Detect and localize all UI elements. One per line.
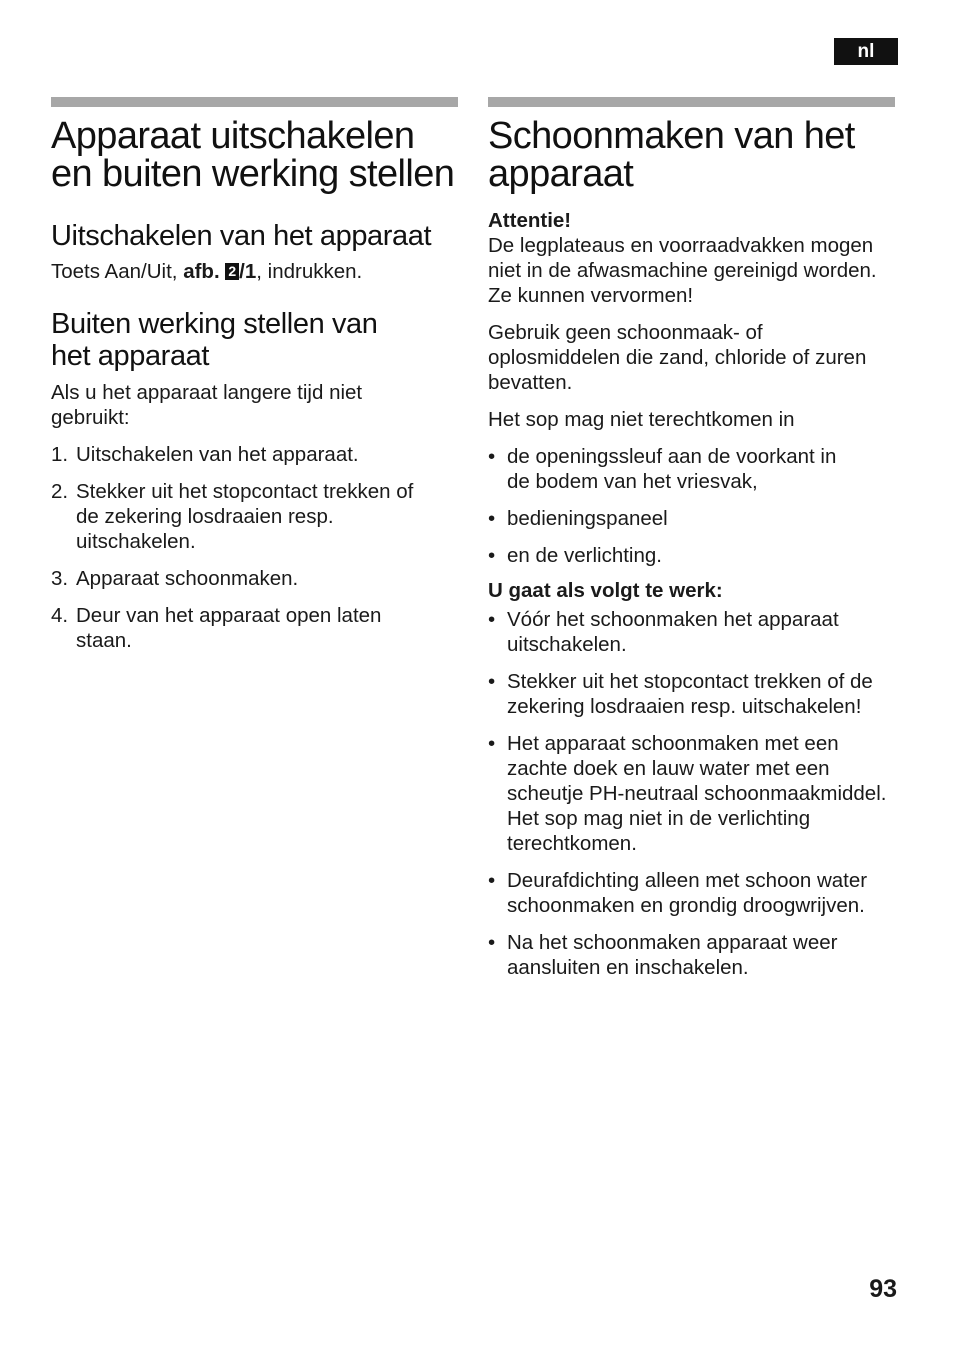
bullet: •	[488, 670, 496, 693]
section-rule	[488, 97, 895, 107]
list-item	[51, 479, 426, 554]
cleaning-agents-note: Gebruik geen schoonmaak- of oplosmiddelen die zand, chloride of zuren bevatten.	[488, 321, 867, 394]
step-number: 2.	[51, 480, 69, 503]
step-text: Deur van het apparaat open laten staan.	[76, 604, 382, 652]
step-text: Apparaat schoonmaken.	[76, 567, 299, 590]
list-item	[488, 607, 898, 657]
instruction-prefix: Toets Aan/Uit,	[51, 260, 184, 283]
right-column	[488, 97, 898, 992]
figure-label: afb.	[183, 260, 220, 283]
language-badge: nl	[834, 38, 898, 65]
figure-number-box: 2	[225, 263, 239, 280]
list-item-text: en de verlichting.	[507, 544, 662, 567]
list-item	[488, 868, 898, 918]
procedure-label: U gaat als volgt te werk:	[488, 579, 723, 602]
step-number: 3.	[51, 567, 69, 590]
instruction-suffix: , indrukken.	[256, 260, 363, 283]
subheading-out-of-service: Buiten werking stellen van het apparaat	[51, 308, 378, 372]
out-of-service-intro: Als u het apparaat langere tijd niet gebruikt:	[51, 381, 363, 429]
list-item-text: Stekker uit het stopcontact trekken of de zekering losdraaien resp. uitschakelen!	[507, 670, 873, 718]
section-rule	[51, 97, 458, 107]
attention-label: Attentie!	[488, 209, 572, 232]
bullet: •	[488, 544, 496, 567]
figure-item: /1	[239, 260, 257, 283]
bullet: •	[488, 732, 496, 755]
section-heading-switch-off: Apparaat uitschakelen en buiten werking stellen	[51, 115, 455, 195]
left-column	[51, 97, 458, 665]
page-number: 93	[869, 1275, 897, 1303]
step-number: 1.	[51, 443, 69, 466]
list-item	[488, 669, 898, 719]
step-text: Uitschakelen van het apparaat.	[76, 443, 359, 466]
switch-off-instruction	[51, 259, 458, 284]
list-item	[51, 566, 426, 591]
list-item	[488, 731, 898, 856]
avoid-list	[488, 444, 848, 568]
bullet: •	[488, 608, 496, 631]
list-item	[488, 543, 848, 568]
attention-text: De legplateaus en voorraadvakken mogen niet in de afwasmachine gereinigd worden. Ze kunnen vervormen!	[488, 234, 877, 307]
bullet: •	[488, 445, 496, 468]
list-item	[488, 930, 898, 980]
list-item-text: Vóór het schoonmaken het apparaat uitschakelen.	[507, 608, 839, 656]
list-item-text: Deurafdichting alleen met schoon water schoonmaken en grondig droogwrijven.	[507, 869, 868, 917]
suds-note: Het sop mag niet terechtkomen in	[488, 408, 795, 431]
list-item	[488, 444, 848, 494]
procedure-list	[488, 607, 898, 980]
out-of-service-steps	[51, 442, 426, 653]
list-item	[51, 603, 426, 653]
list-item-text: de openingssleuf aan de voorkant in de bodem van het vriesvak,	[507, 445, 837, 493]
list-item	[488, 506, 848, 531]
list-item-text: Het apparaat schoonmaken met een zachte doek en lauw water met een scheutje PH-neutraal schoonmaakmiddel. Het sop mag niet in de verlichting terechtkomen.	[507, 732, 887, 855]
step-number: 4.	[51, 604, 69, 627]
bullet: •	[488, 869, 496, 892]
bullet: •	[488, 507, 496, 530]
list-item-text: Na het schoonmaken apparaat weer aansluiten en inschakelen.	[507, 931, 838, 979]
subheading-switch-off: Uitschakelen van het apparaat	[51, 220, 432, 252]
bullet: •	[488, 931, 496, 954]
section-heading-cleaning: Schoonmaken van het apparaat	[488, 115, 855, 195]
list-item	[51, 442, 426, 467]
step-text: Stekker uit het stopcontact trekken of de zekering losdraaien resp. uitschakelen.	[76, 480, 414, 553]
list-item-text: bedieningspaneel	[507, 507, 668, 530]
